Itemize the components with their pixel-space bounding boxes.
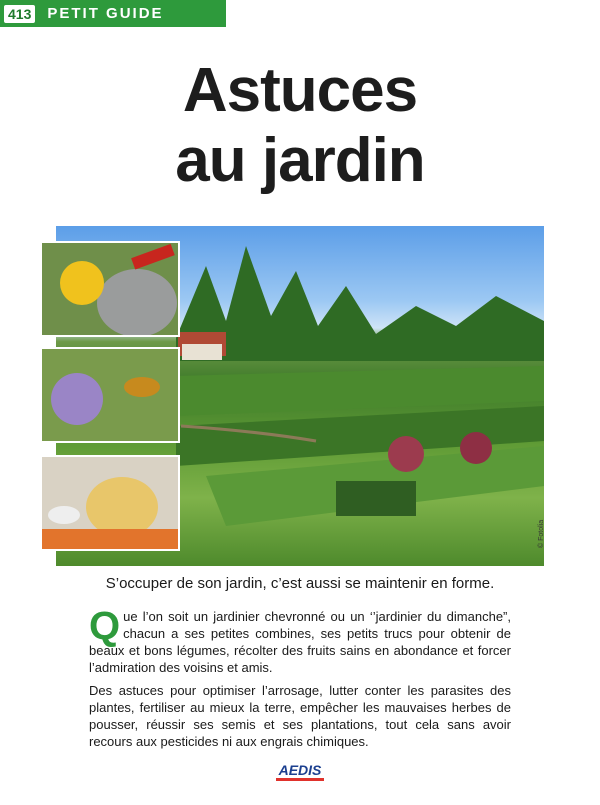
phacelia-flower	[51, 373, 103, 425]
book-title-line-2: au jardin	[175, 126, 425, 195]
photo-caption: S’occuper de son jardin, c’est aussi se maintenir en forme.	[105, 575, 495, 592]
series-name: PETIT GUIDE	[47, 5, 164, 22]
bottle-spray-illustration	[42, 457, 178, 549]
spoon	[48, 506, 80, 524]
photo-credit: © Fotolia	[538, 519, 545, 548]
paragraph-1	[89, 604, 511, 676]
tree-line	[176, 246, 544, 361]
yellow-flowers	[60, 261, 104, 305]
house-wall	[182, 344, 222, 360]
flower-cutting-photo	[40, 241, 180, 337]
orange-surface	[42, 529, 178, 549]
bee-flower-illustration	[42, 349, 178, 441]
bee-flower-photo	[40, 347, 180, 443]
publisher-logo: AEDIS	[276, 762, 325, 781]
bee	[124, 377, 160, 397]
back-cover-text	[89, 604, 511, 756]
vegetable-bed	[336, 481, 416, 516]
red-plants-1	[388, 436, 424, 472]
flower-cutting-illustration	[42, 243, 178, 335]
bottle-spray-photo	[40, 455, 180, 551]
drop-cap: Q	[89, 604, 121, 648]
red-plants-2	[460, 432, 492, 464]
book-title-line-1: Astuces	[182, 56, 418, 125]
paragraph-2: Des astuces pour optimiser l’arrosage, lutter conter les parasites des plantes, fertiliser au mieux la terre, empêcher les mauvaises herbes de pousser, réussir ses semis et ses plantations, tout cela sans avoir recours aux pesticides ni aux engrais chimiques.	[89, 683, 511, 749]
paragraph-1-text: ue l’on soit un jardinier chevronné ou un ‘’jardinier du dimanche”, chacun a ses petites combines, ses petits trucs pour obtenir de beaux et bons légumes, récolter des fruits sains en abondance et forcer l’admiration des voisins et amis.	[89, 609, 511, 675]
watering-can	[97, 269, 177, 335]
series-band	[0, 0, 226, 27]
publisher-logo-area	[0, 762, 600, 781]
series-number: 413	[4, 5, 35, 23]
garden-row-1	[176, 366, 544, 416]
liquid-bottle	[86, 477, 158, 537]
